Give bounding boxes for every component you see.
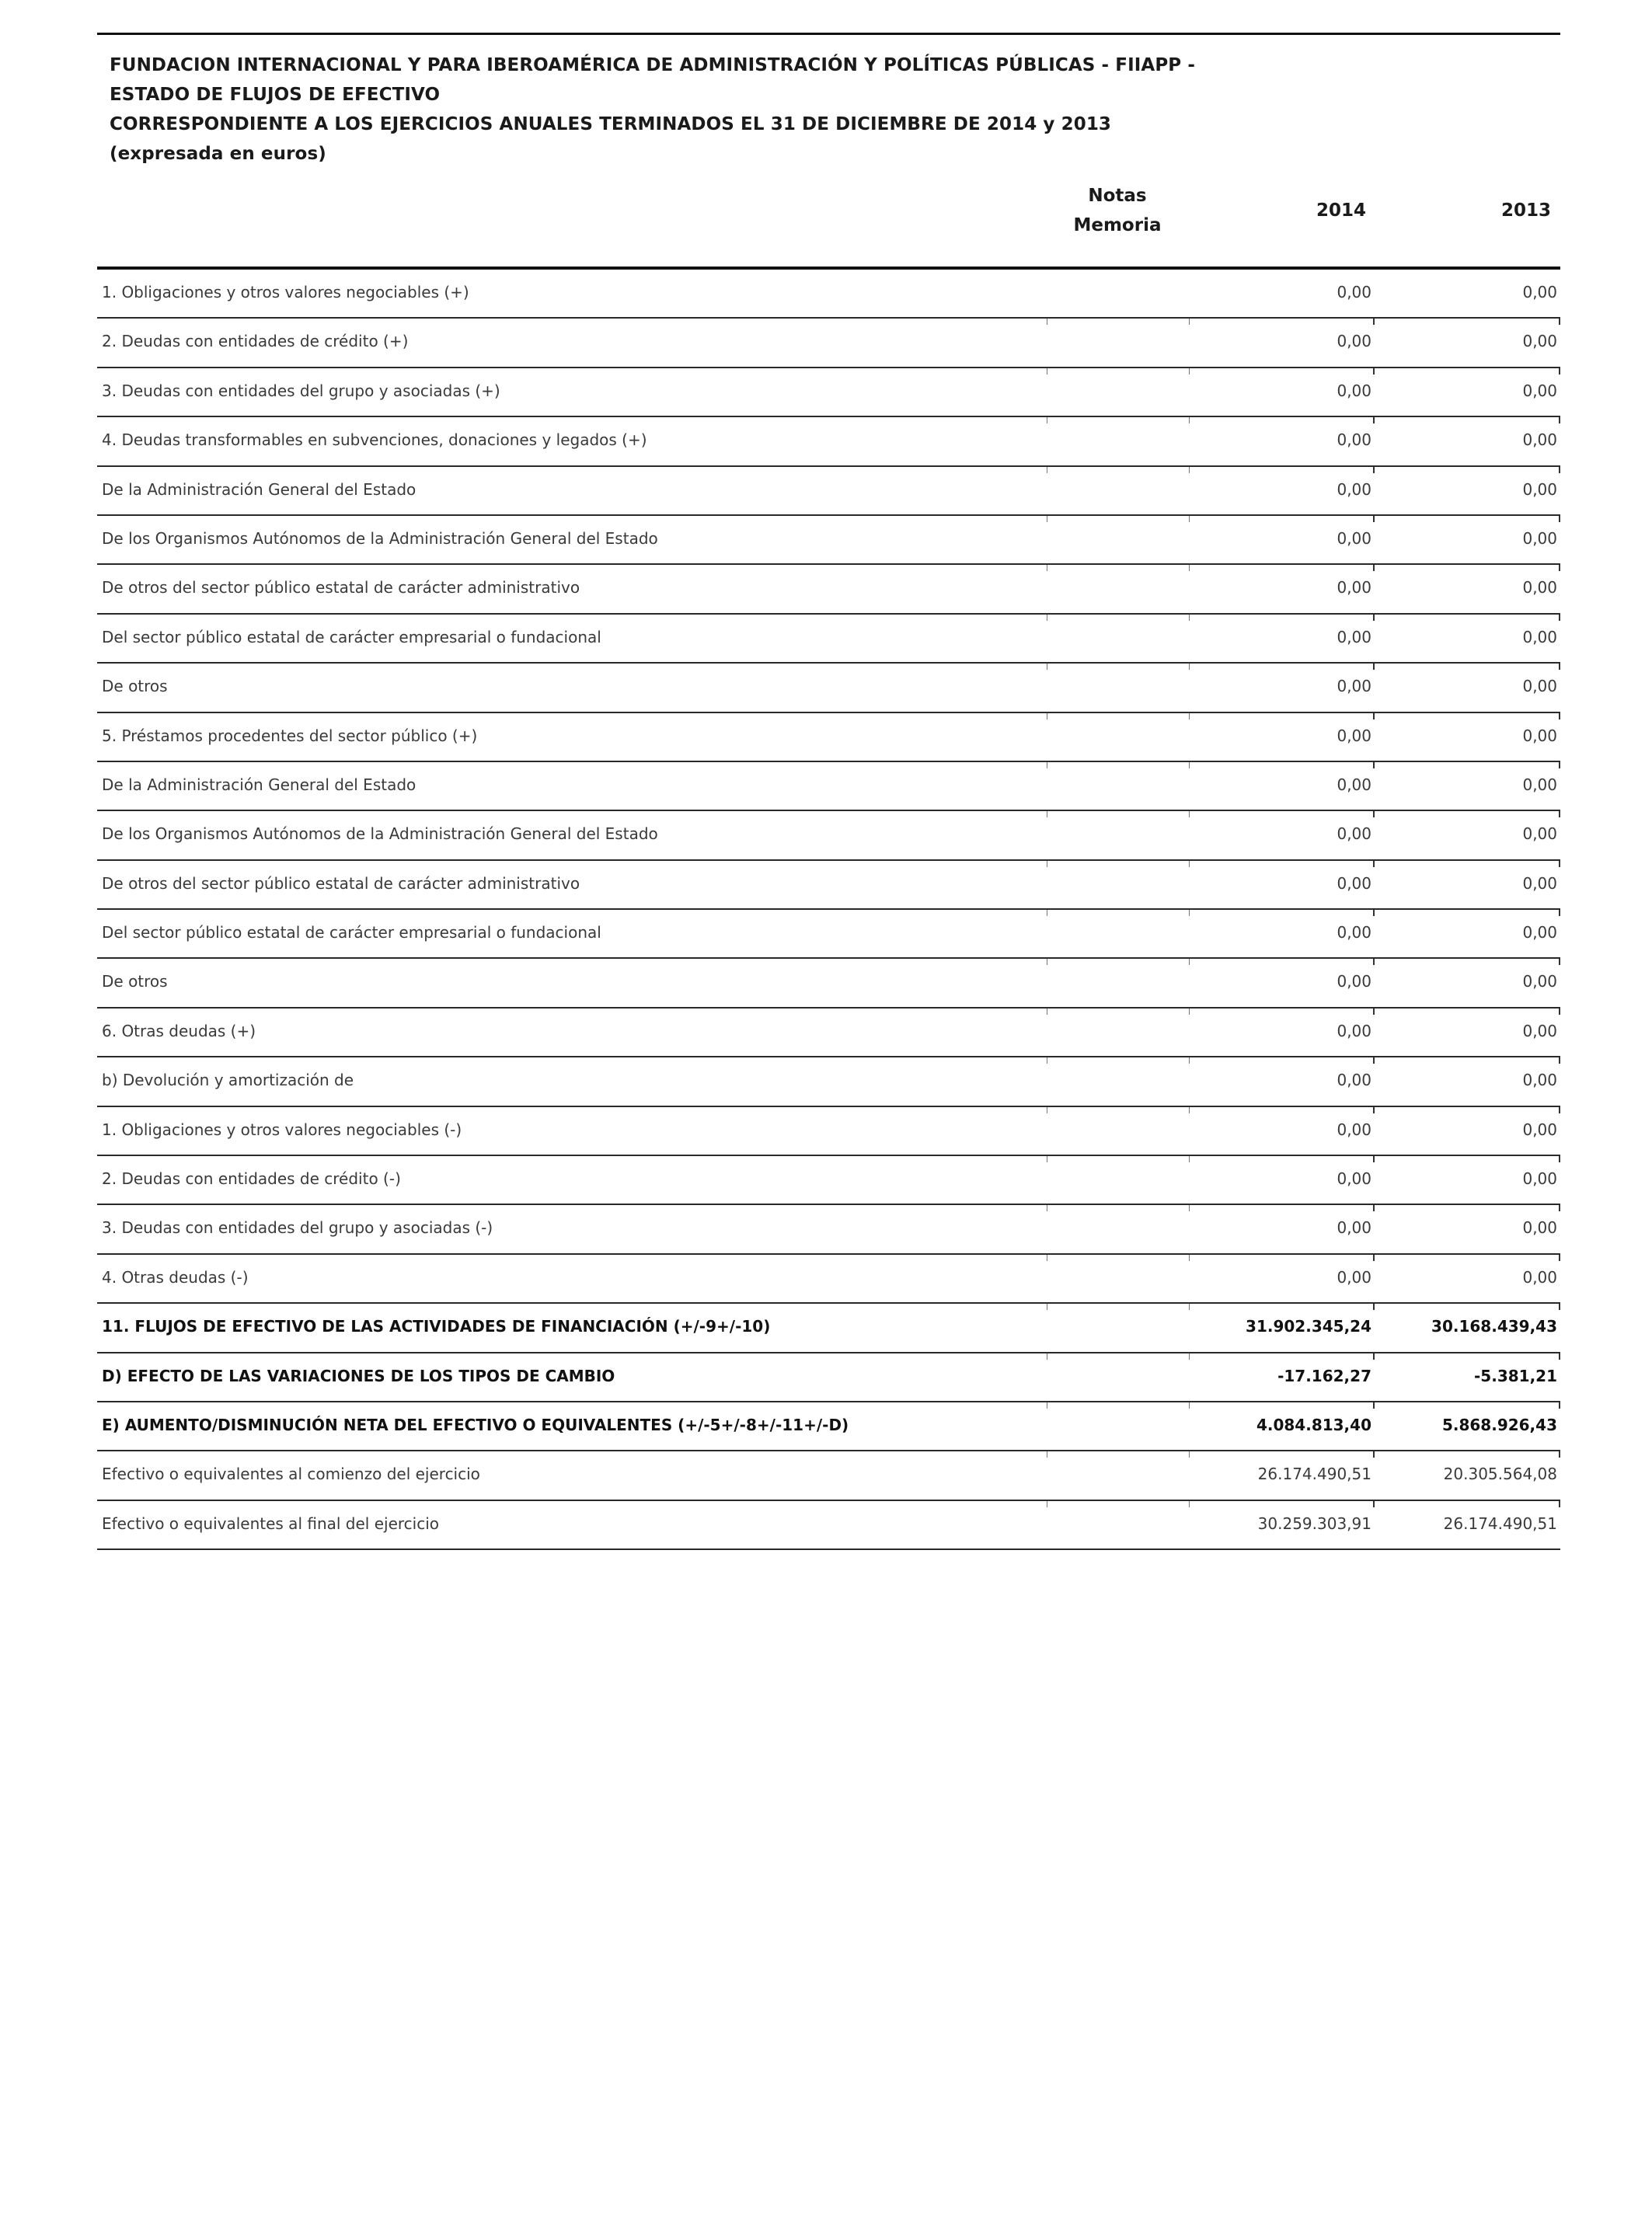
table-row <box>97 1304 1560 1353</box>
value-2014: 0,00 <box>1337 627 1371 646</box>
value-2013: 0,00 <box>1522 1120 1557 1139</box>
value-2014: 31.902.345,24 <box>1246 1317 1371 1336</box>
row-label: De los Organismos Autónomos de la Administración General del Estado <box>102 528 658 548</box>
cash-flow-statement <box>97 33 1560 1550</box>
table-row <box>97 861 1560 910</box>
row-label: D) EFECTO DE LAS VARIACIONES DE LOS TIPOS DE CAMBIO <box>102 1366 615 1385</box>
value-2014: 0,00 <box>1337 824 1371 844</box>
value-2014: 0,00 <box>1337 1169 1371 1189</box>
value-2013: 20.305.564,08 <box>1443 1465 1557 1484</box>
row-label: De otros <box>102 972 168 991</box>
row-label: 6. Otras deudas (+) <box>102 1021 256 1040</box>
row-label: Del sector público estatal de carácter empresarial o fundacional <box>102 627 601 646</box>
table-row <box>97 1501 1560 1550</box>
table-row <box>97 762 1560 811</box>
value-2013: 0,00 <box>1522 824 1557 844</box>
row-label: 2. Deudas con entidades de crédito (-) <box>102 1169 401 1189</box>
row-label: Del sector público estatal de carácter empresarial o fundacional <box>102 923 601 942</box>
value-2014: 0,00 <box>1337 1021 1371 1040</box>
value-2013: 0,00 <box>1522 479 1557 499</box>
row-label: De otros del sector público estatal de carácter administrativo <box>102 873 580 893</box>
value-2014: 0,00 <box>1337 972 1371 991</box>
row-label: E) AUMENTO/DISMINUCIÓN NETA DEL EFECTIVO O EQUIVALENTES (+/-5+/-8+/-11+/-D) <box>102 1415 849 1434</box>
value-2014: 0,00 <box>1337 873 1371 893</box>
value-2014: 0,00 <box>1337 677 1371 696</box>
table-row <box>97 959 1560 1008</box>
value-2013: 0,00 <box>1522 332 1557 351</box>
table-row <box>97 1009 1560 1057</box>
row-label: 3. Deudas con entidades del grupo y asociadas (+) <box>102 381 500 400</box>
value-2014: 0,00 <box>1337 381 1371 400</box>
row-label: 11. FLUJOS DE EFECTIVO DE LAS ACTIVIDADES DE FINANCIACIÓN (+/-9+/-10) <box>102 1317 771 1336</box>
table-row <box>97 1057 1560 1106</box>
value-2013: 0,00 <box>1522 1218 1557 1238</box>
value-2013: 0,00 <box>1522 1071 1557 1090</box>
row-label: 3. Deudas con entidades del grupo y asociadas (-) <box>102 1218 493 1238</box>
value-2014: 0,00 <box>1337 528 1371 548</box>
value-2013: 0,00 <box>1522 283 1557 301</box>
value-2013: 0,00 <box>1522 972 1557 991</box>
row-label: 1. Obligaciones y otros valores negociables (-) <box>102 1120 462 1139</box>
table-row <box>97 713 1560 762</box>
table-row <box>97 664 1560 712</box>
statement-rows <box>97 270 1560 1550</box>
value-2014: 0,00 <box>1337 1267 1371 1287</box>
table-row <box>97 565 1560 614</box>
row-label: 5. Préstamos procedentes del sector público (+) <box>102 726 478 745</box>
value-2013: 30.168.439,43 <box>1431 1317 1557 1336</box>
table-row <box>97 1107 1560 1156</box>
year-2014-header: 2014 <box>1316 200 1366 221</box>
value-2014: 4.084.813,40 <box>1256 1415 1371 1434</box>
table-row <box>97 270 1560 319</box>
value-2014: 0,00 <box>1337 479 1371 499</box>
row-label: 2. Deudas con entidades de crédito (+) <box>102 332 409 351</box>
value-2014: 0,00 <box>1337 726 1371 745</box>
table-row <box>97 1156 1560 1205</box>
row-label: 4. Deudas transformables en subvenciones, donaciones y legados (+) <box>102 430 647 450</box>
value-2013: 0,00 <box>1522 873 1557 893</box>
value-2013: -5.381,21 <box>1474 1366 1557 1385</box>
value-2014: 26.174.490,51 <box>1257 1465 1371 1484</box>
table-row <box>97 1402 1560 1451</box>
value-2013: 0,00 <box>1522 1267 1557 1287</box>
value-2014: 30.259.303,91 <box>1257 1514 1371 1533</box>
value-2014: 0,00 <box>1337 1120 1371 1139</box>
row-label: Efectivo o equivalentes al comienzo del ejercicio <box>102 1465 480 1484</box>
value-2013: 0,00 <box>1522 430 1557 450</box>
value-2013: 0,00 <box>1522 726 1557 745</box>
row-label: De los Organismos Autónomos de la Administración General del Estado <box>102 824 658 844</box>
row-label: De otros <box>102 677 168 696</box>
row-label: De la Administración General del Estado <box>102 775 416 794</box>
row-label: 1. Obligaciones y otros valores negociables (+) <box>102 283 469 301</box>
table-row <box>97 1353 1560 1402</box>
notas-memoria-header <box>1047 169 1187 240</box>
header-period: CORRESPONDIENTE A LOS EJERCICIOS ANUALES TERMINADOS EL 31 DE DICIEMBRE DE 2014 y 2013 <box>110 114 1112 134</box>
year-2013-header: 2013 <box>1500 200 1551 221</box>
header-organization: FUNDACION INTERNACIONAL Y PARA IBEROAMÉRICA DE ADMINISTRACIÓN Y POLÍTICAS PÚBLICAS - FIIAPP - <box>110 55 1195 75</box>
value-2014: 0,00 <box>1337 578 1371 597</box>
value-2013: 0,00 <box>1522 578 1557 597</box>
value-2013: 0,00 <box>1522 627 1557 646</box>
table-row <box>97 417 1560 466</box>
value-2013: 0,00 <box>1522 677 1557 696</box>
table-row <box>97 811 1560 860</box>
row-label: De otros del sector público estatal de carácter administrativo <box>102 578 580 597</box>
value-2013: 0,00 <box>1522 528 1557 548</box>
memoria-label: Memoria <box>1073 215 1162 235</box>
table-row <box>97 1451 1560 1500</box>
value-2013: 0,00 <box>1522 775 1557 794</box>
table-row <box>97 1255 1560 1304</box>
table-row <box>97 516 1560 565</box>
header-statement-title: ESTADO DE FLUJOS DE EFECTIVO <box>110 85 441 105</box>
value-2013: 0,00 <box>1522 381 1557 400</box>
value-2014: 0,00 <box>1337 283 1371 301</box>
value-2014: -17.162,27 <box>1277 1366 1371 1385</box>
value-2014: 0,00 <box>1337 923 1371 942</box>
table-row <box>97 467 1560 516</box>
value-2014: 0,00 <box>1337 775 1371 794</box>
row-label: b) Devolución y amortización de <box>102 1071 354 1090</box>
value-2013: 0,00 <box>1522 923 1557 942</box>
notas-label: Notas <box>1088 186 1147 206</box>
value-2014: 0,00 <box>1337 1218 1371 1238</box>
table-row <box>97 1205 1560 1254</box>
value-2014: 0,00 <box>1337 1071 1371 1090</box>
column-headers <box>97 169 1560 270</box>
row-label: De la Administración General del Estado <box>102 479 416 499</box>
row-label: 4. Otras deudas (-) <box>102 1267 249 1287</box>
value-2013: 0,00 <box>1522 1021 1557 1040</box>
row-label: Efectivo o equivalentes al final del ejercicio <box>102 1514 440 1533</box>
table-row <box>97 319 1560 368</box>
value-2014: 0,00 <box>1337 332 1371 351</box>
document-header <box>97 35 1560 169</box>
value-2013: 26.174.490,51 <box>1443 1514 1557 1533</box>
header-currency: (expresada en euros) <box>110 144 326 164</box>
value-2014: 0,00 <box>1337 430 1371 450</box>
value-2013: 0,00 <box>1522 1169 1557 1189</box>
table-row <box>97 910 1560 959</box>
value-2013: 5.868.926,43 <box>1441 1415 1557 1434</box>
table-row <box>97 615 1560 664</box>
table-row <box>97 368 1560 417</box>
